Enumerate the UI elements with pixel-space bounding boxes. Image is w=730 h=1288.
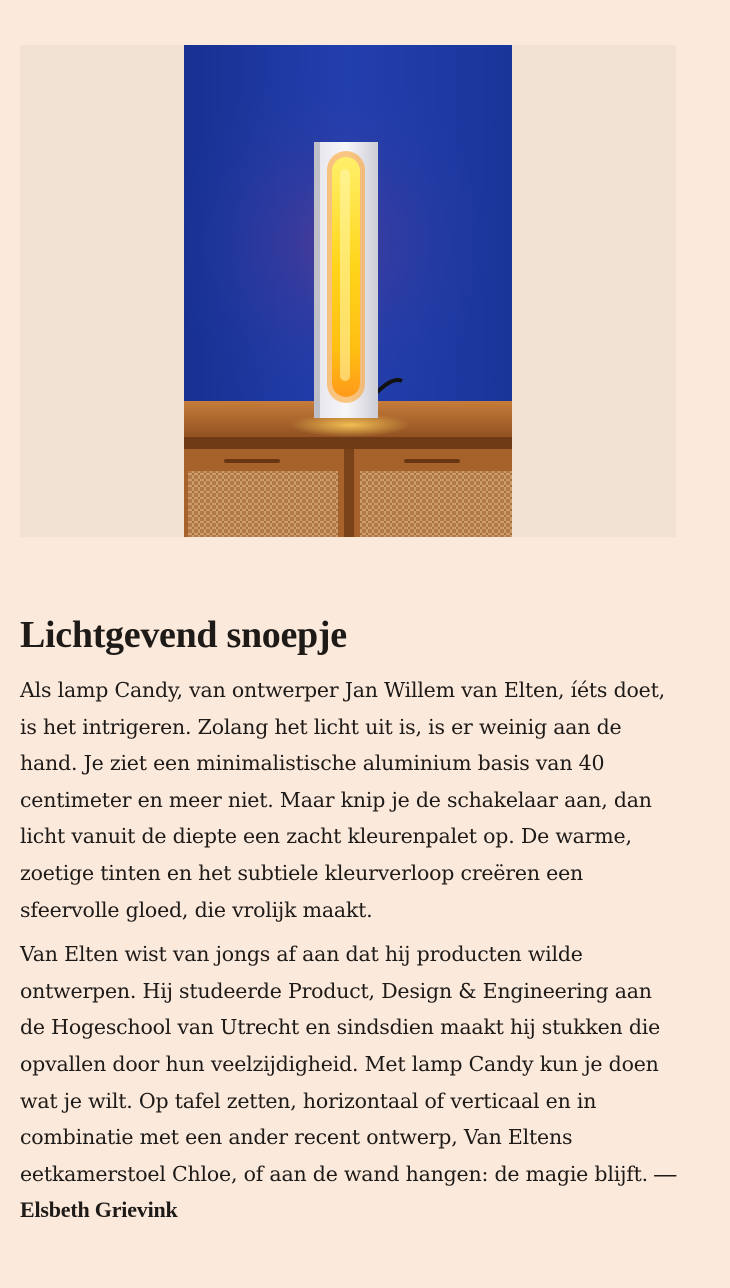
article-paragraph-1: Als lamp Candy, van ontwerper Jan Willem van Elten, íéts doet, is het intrigeren. Zolang het licht uit is, is er weinig aan de hand. Je ziet een minimalistische aluminium basis van 40 centimeter en meer niet. Maar knip je de schakelaar aan, dan licht vanuit de diepte een zacht kleurenpalet op. De warme, zoetige tinten en het subtiele kleurverloop creëren een sfeervolle gloed, die vrolijk maakt.: [20, 678, 665, 922]
photo-frame: [20, 45, 676, 537]
paragraph-2-text: Van Elten wist van jongs af aan dat hij producten wilde ontwerpen. Hij studeerde Product, Design & Engineering aan de Hogeschool van Utrecht en sindsdien maakt hij stukken die opvallen door hun veelzijdigheid. Met lamp Candy kun je doen wat je wilt. Op tafel zetten, horizontaal of verticaal en in combinatie met een ander recent ontwerp, Van Eltens eetkamerstoel Chloe, of aan de wand hangen: de magie blijft.: [20, 942, 661, 1186]
article-headline: Lichtgevend snoepje: [20, 614, 347, 656]
lamp-candy-photo: [184, 45, 512, 537]
article-body: [20, 672, 680, 1237]
article-paragraph-2: [20, 936, 680, 1229]
author-byline: — Elsbeth Grievink: [20, 1160, 677, 1223]
